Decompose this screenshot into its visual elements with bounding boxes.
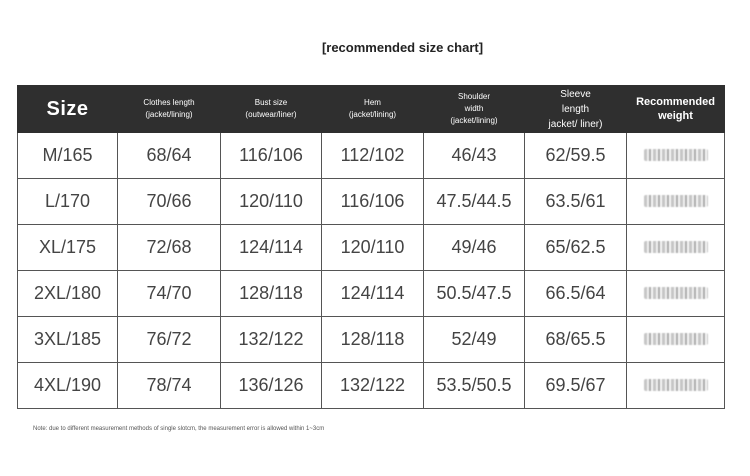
cell-clothes-length: 76/72: [118, 317, 221, 363]
cell-size: 2XL/180: [18, 271, 118, 317]
cell-shoulder-width: 53.5/50.5: [424, 363, 525, 409]
header-shoulder-width: Shoulder width (jacket/lining): [424, 86, 525, 133]
cell-clothes-length: 70/66: [118, 179, 221, 225]
cell-size: 4XL/190: [18, 363, 118, 409]
cell-bust-size: 124/114: [221, 225, 322, 271]
blurred-weight-value: [644, 287, 708, 299]
cell-sleeve-length: 63.5/61: [525, 179, 627, 225]
table-row: [18, 133, 725, 179]
cell-hem: 128/118: [322, 317, 424, 363]
cell-size: L/170: [18, 179, 118, 225]
header-size: Size: [18, 86, 118, 133]
cell-size: XL/175: [18, 225, 118, 271]
cell-clothes-length: 74/70: [118, 271, 221, 317]
cell-shoulder-width: 47.5/44.5: [424, 179, 525, 225]
cell-bust-size: 136/126: [221, 363, 322, 409]
table-row: [18, 225, 725, 271]
cell-recommended-weight: [627, 363, 725, 409]
header-recommended-weight: Recommended weight: [627, 86, 725, 133]
cell-size: 3XL/185: [18, 317, 118, 363]
cell-hem: 124/114: [322, 271, 424, 317]
blurred-weight-value: [644, 333, 708, 345]
table-row: [18, 363, 725, 409]
cell-bust-size: 120/110: [221, 179, 322, 225]
cell-hem: 112/102: [322, 133, 424, 179]
cell-recommended-weight: [627, 317, 725, 363]
blurred-weight-value: [644, 195, 708, 207]
cell-clothes-length: 72/68: [118, 225, 221, 271]
cell-bust-size: 132/122: [221, 317, 322, 363]
cell-shoulder-width: 52/49: [424, 317, 525, 363]
header-bust-size: Bust size (outwear/liner): [221, 86, 322, 133]
header-sleeve-length: Sleeve length jacket/ liner): [525, 86, 627, 133]
page-title: [recommended size chart]: [321, 40, 484, 55]
cell-sleeve-length: 68/65.5: [525, 317, 627, 363]
cell-sleeve-length: 62/59.5: [525, 133, 627, 179]
blurred-weight-value: [644, 241, 708, 253]
cell-shoulder-width: 50.5/47.5: [424, 271, 525, 317]
cell-hem: 120/110: [322, 225, 424, 271]
header-clothes-length: Clothes length (jacket/lining): [118, 86, 221, 133]
table-row: [18, 317, 725, 363]
cell-recommended-weight: [627, 225, 725, 271]
cell-size: M/165: [18, 133, 118, 179]
cell-recommended-weight: [627, 133, 725, 179]
measurement-note: Note: due to different measurement methods of single slotcm, the measurement error is allowed within 1~3cm: [33, 426, 325, 432]
cell-shoulder-width: 46/43: [424, 133, 525, 179]
size-chart-table: [17, 85, 725, 409]
cell-clothes-length: 78/74: [118, 363, 221, 409]
header-hem: Hem (jacket/lining): [322, 86, 424, 133]
blurred-weight-value: [644, 379, 708, 391]
table-header-row: [18, 86, 725, 133]
blurred-weight-value: [644, 149, 708, 161]
cell-shoulder-width: 49/46: [424, 225, 525, 271]
cell-sleeve-length: 66.5/64: [525, 271, 627, 317]
cell-bust-size: 116/106: [221, 133, 322, 179]
cell-recommended-weight: [627, 179, 725, 225]
cell-hem: 132/122: [322, 363, 424, 409]
cell-clothes-length: 68/64: [118, 133, 221, 179]
table-row: [18, 271, 725, 317]
cell-sleeve-length: 69.5/67: [525, 363, 627, 409]
table-row: [18, 179, 725, 225]
cell-sleeve-length: 65/62.5: [525, 225, 627, 271]
cell-bust-size: 128/118: [221, 271, 322, 317]
cell-hem: 116/106: [322, 179, 424, 225]
cell-recommended-weight: [627, 271, 725, 317]
